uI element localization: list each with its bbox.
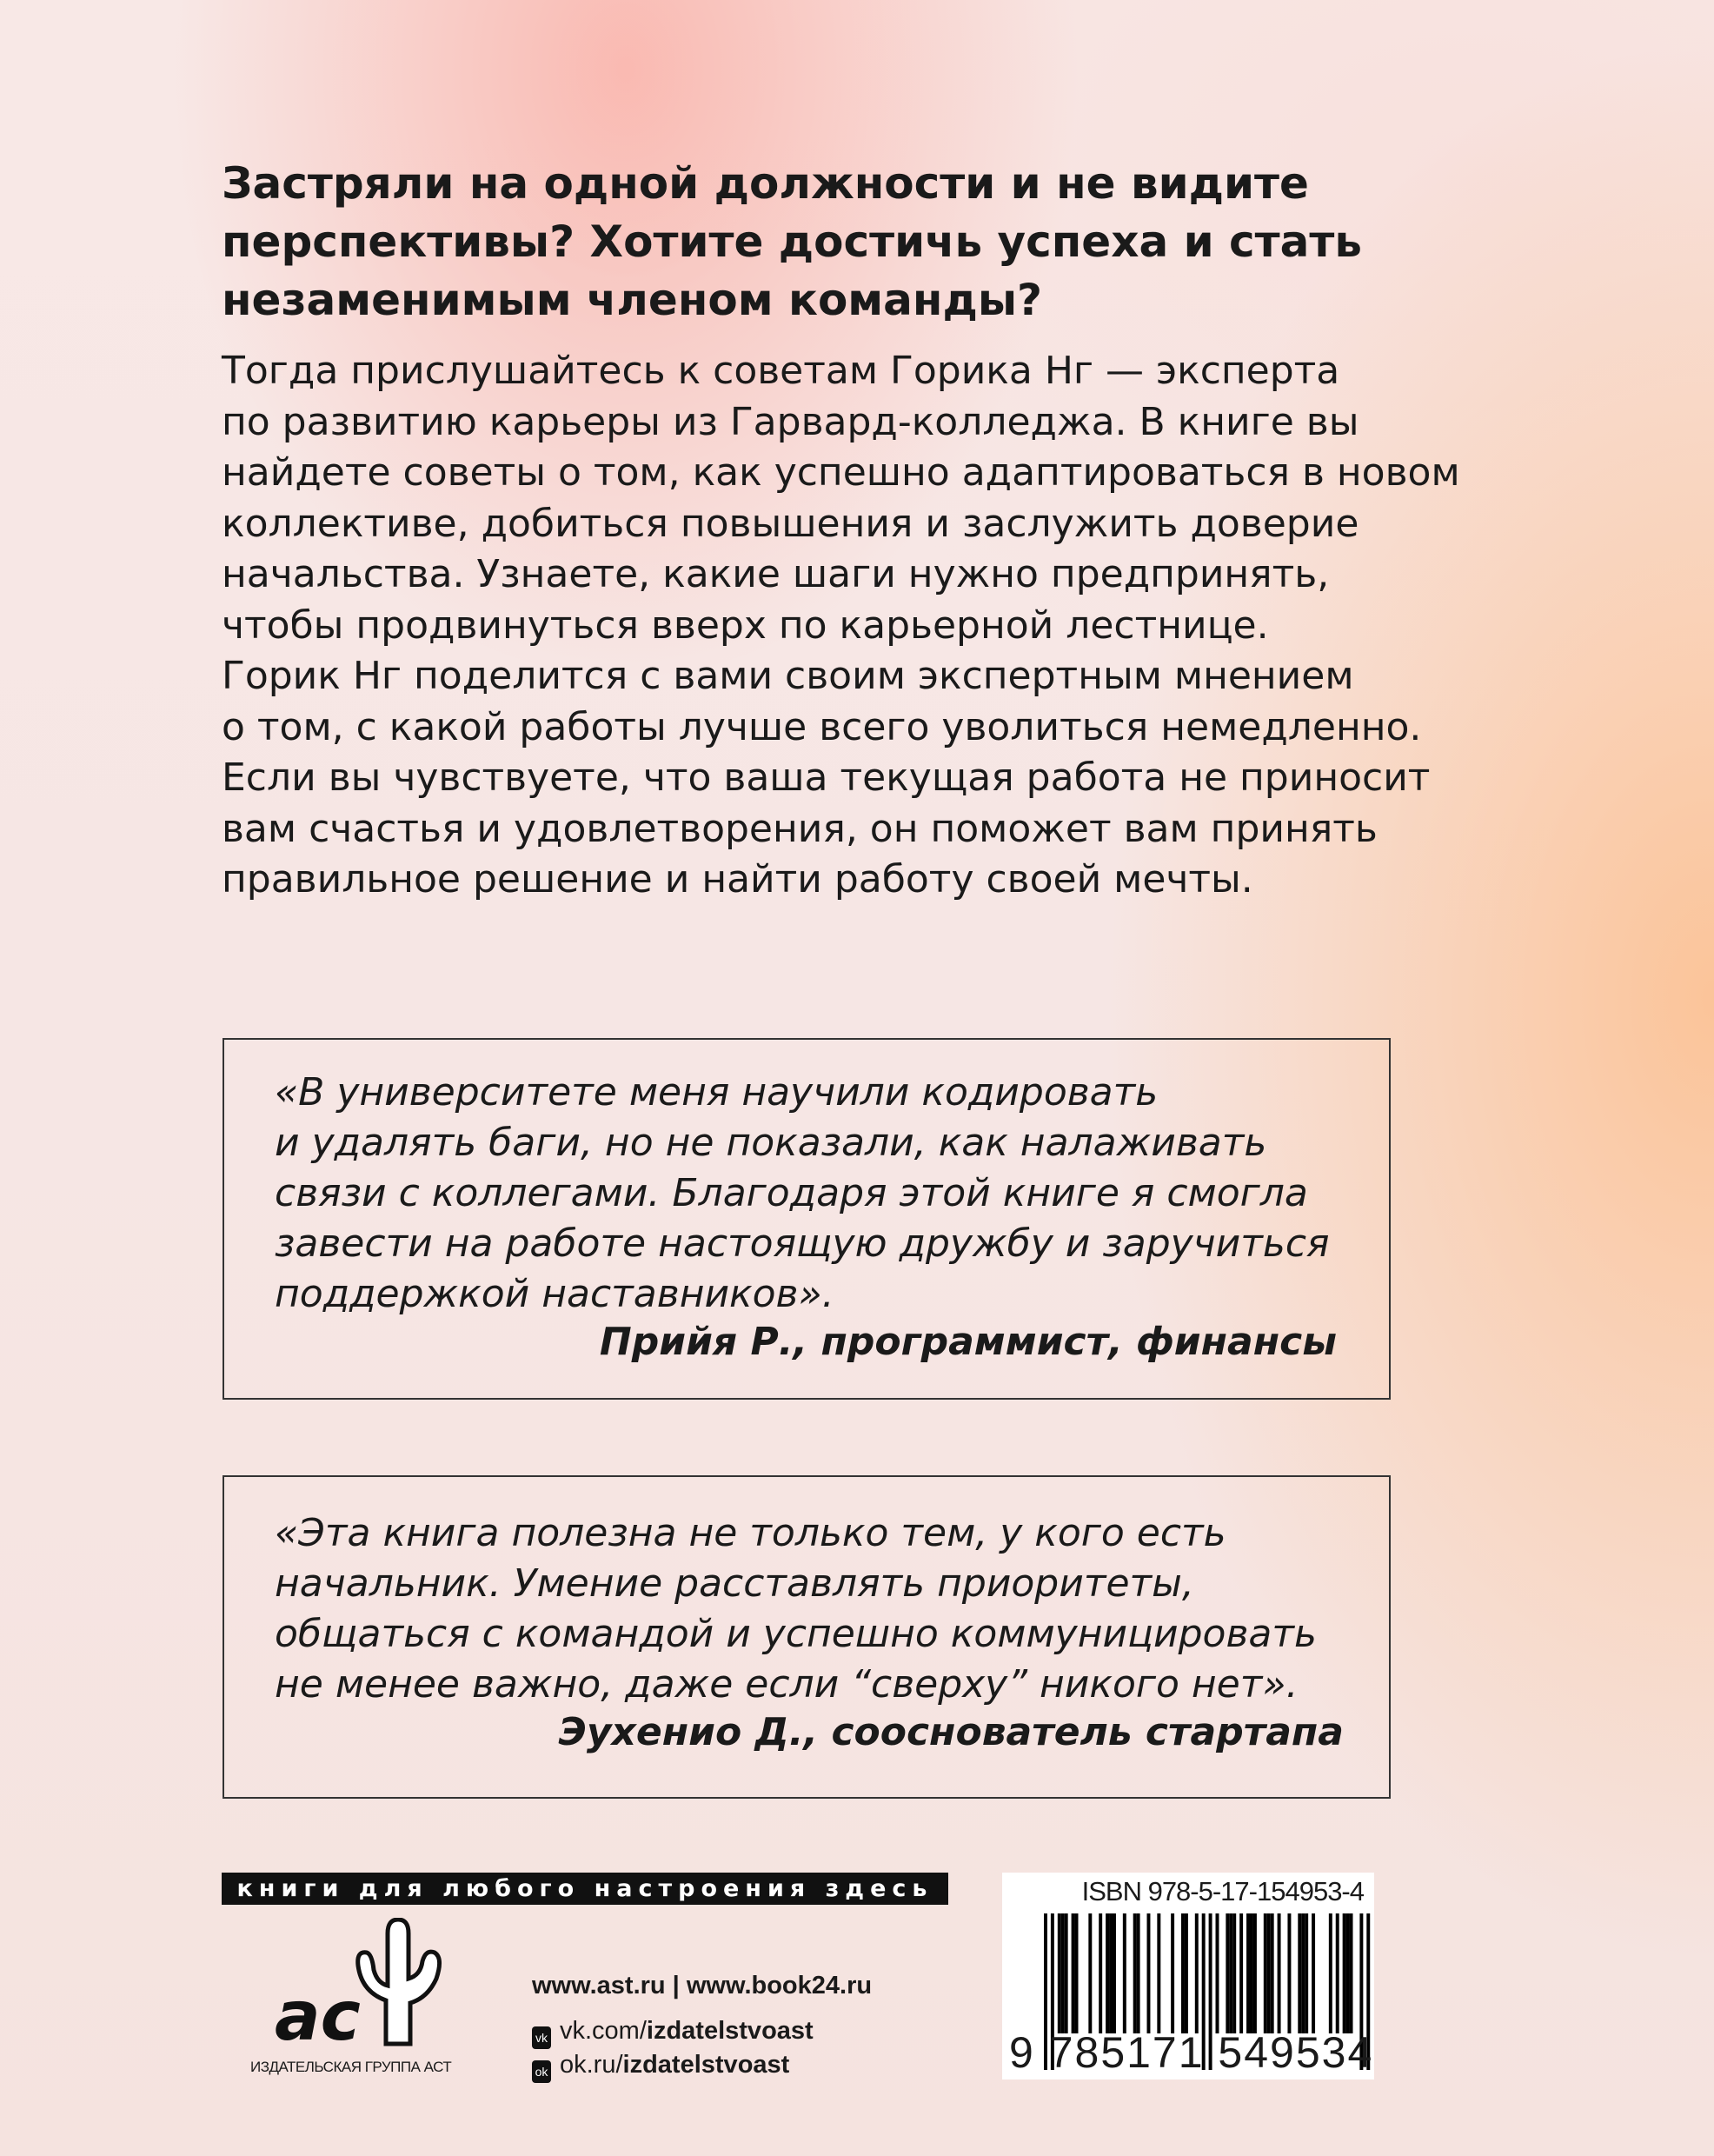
barcode-bar — [1171, 1913, 1174, 2033]
barcode-bar — [1099, 1913, 1102, 2033]
barcode-bar — [1195, 1913, 1199, 2033]
description — [222, 346, 1525, 906]
publisher-caption: ИЗДАТЕЛЬСКАЯ ГРУППА АСТ — [250, 2059, 452, 2075]
headline-line: Застряли на одной должности и не видите — [222, 158, 1309, 209]
barcode-bar — [1157, 1913, 1160, 2033]
testimonial-text: «В университете меня научили кодировать и удалять баги, но не показали, как налаживать связи с коллегами. Благодаря этой книге я смогла завести на работе настоящую дружбу и заручиться поддержкой наставников». — [275, 1070, 1330, 1316]
barcode-bar — [1312, 1913, 1315, 2033]
ok-handle: izdatelstvoast — [622, 2051, 790, 2079]
description-line: Горик Нг поделится с вами своим экспертным мнением — [222, 654, 1354, 698]
description-line: правильное решение и найти работу своей мечты. — [222, 857, 1253, 902]
barcode-bar — [1271, 1913, 1274, 2033]
slogan-banner: книги для любого настроения здесь — [222, 1873, 948, 1905]
description-line: вам счастья и удовлетворения, он поможет вам принять — [222, 806, 1378, 851]
barcode-bar — [1061, 1913, 1065, 2033]
barcode-bar — [1253, 1913, 1257, 2033]
barcode-bar — [1232, 1913, 1236, 2033]
barcode-bar — [1072, 1913, 1075, 2033]
website-links[interactable]: www.ast.ru | www.book24.ru — [532, 1972, 873, 2000]
vk-handle: izdatelstvoast — [646, 2017, 814, 2045]
barcode-bar — [1106, 1913, 1109, 2033]
headline — [222, 155, 1438, 329]
headline-line: незаменимым членом команды? — [222, 275, 1043, 325]
barcode-bar — [1185, 1913, 1188, 2033]
barcode-bar — [1216, 1913, 1219, 2033]
barcode-bar — [1250, 1913, 1253, 2033]
testimonial-author: Эухенио Д., сооснователь стартапа — [558, 1710, 1344, 1754]
barcode-bar — [1075, 1913, 1079, 2033]
barcode-bar — [1350, 1913, 1353, 2033]
barcode-bar — [1267, 1913, 1271, 2033]
barcode-bar — [1287, 1913, 1291, 2033]
description-line: найдете советы о том, как успешно адаптироваться в новом — [222, 450, 1460, 495]
barcode-bar — [1181, 1913, 1185, 2033]
barcode-bar — [1109, 1913, 1113, 2033]
testimonial-box — [223, 1475, 1391, 1799]
testimonial-box — [223, 1038, 1391, 1400]
barcode-bar — [1301, 1913, 1305, 2033]
vk-prefix: vk.com/ — [560, 2017, 647, 2045]
barcode-bar — [1239, 1913, 1243, 2033]
barcode-bar — [1065, 1913, 1068, 2033]
barcode-bar — [1305, 1913, 1308, 2033]
ast-logo — [275, 1918, 448, 2048]
testimonial-author: Прийя Р., программист, финансы — [599, 1320, 1337, 1364]
barcode-block — [1002, 1873, 1374, 2079]
headline-line: перспективы? Хотите достичь успеха и стать — [222, 216, 1362, 267]
description-line: о том, с какой работы лучше всего уволиться немедленно. — [222, 704, 1422, 749]
testimonial-text: «Эта книга полезна не только тем, у кого есть начальник. Умение расставлять приоритеты, общаться с командой и успешно коммуницировать не менее важно, даже если “сверху” никого нет». — [275, 1511, 1317, 1707]
description-line: начальства. Узнаете, какие шаги нужно предпринять, — [222, 552, 1330, 596]
barcode-bar — [1343, 1913, 1346, 2033]
barcode-bar — [1278, 1913, 1281, 2033]
vk-link[interactable] — [532, 2017, 814, 2049]
barcode-bar — [1329, 1913, 1332, 2033]
barcode-bar — [1147, 1913, 1151, 2033]
barcode-bar — [1123, 1913, 1126, 2033]
barcode-bar — [1346, 1913, 1350, 2033]
description-line: по развитию карьеры из Гарвард-колледжа. В книге вы — [222, 399, 1359, 444]
ok-link[interactable] — [532, 2051, 789, 2083]
barcode-bar — [1133, 1913, 1137, 2033]
isbn-label: ISBN 978-5-17-154953-4 — [1081, 1876, 1364, 1906]
barcode-bar — [1058, 1913, 1061, 2033]
barcode-bar — [1113, 1913, 1116, 2033]
barcode-bar — [1137, 1913, 1140, 2033]
barcode-bar — [1088, 1913, 1092, 2033]
barcode-bar — [1264, 1913, 1267, 2033]
barcode-bar — [1336, 1913, 1339, 2033]
barcode-bar — [1229, 1913, 1232, 2033]
barcode-bar — [1246, 1913, 1250, 2033]
svg-text:ac: ac — [275, 1978, 361, 2048]
ok-icon: ok — [532, 2060, 551, 2083]
description-line: коллективе, добиться повышения и заслужить доверие — [222, 501, 1359, 546]
description-line: чтобы продвинуться вверх по карьерной лестнице. — [222, 602, 1269, 648]
barcode-digits: 9 785171 549534 — [1009, 2028, 1374, 2077]
ok-prefix: ok.ru/ — [560, 2051, 623, 2079]
barcode-bar — [1298, 1913, 1301, 2033]
vk-icon: vk — [532, 2026, 551, 2049]
description-line: Тогда прислушайтесь к советам Горика Нг — эксперта — [222, 349, 1340, 393]
barcode-bar — [1226, 1913, 1229, 2033]
description-line: Если вы чувствуете, что ваша текущая работа не приносит — [222, 755, 1431, 800]
